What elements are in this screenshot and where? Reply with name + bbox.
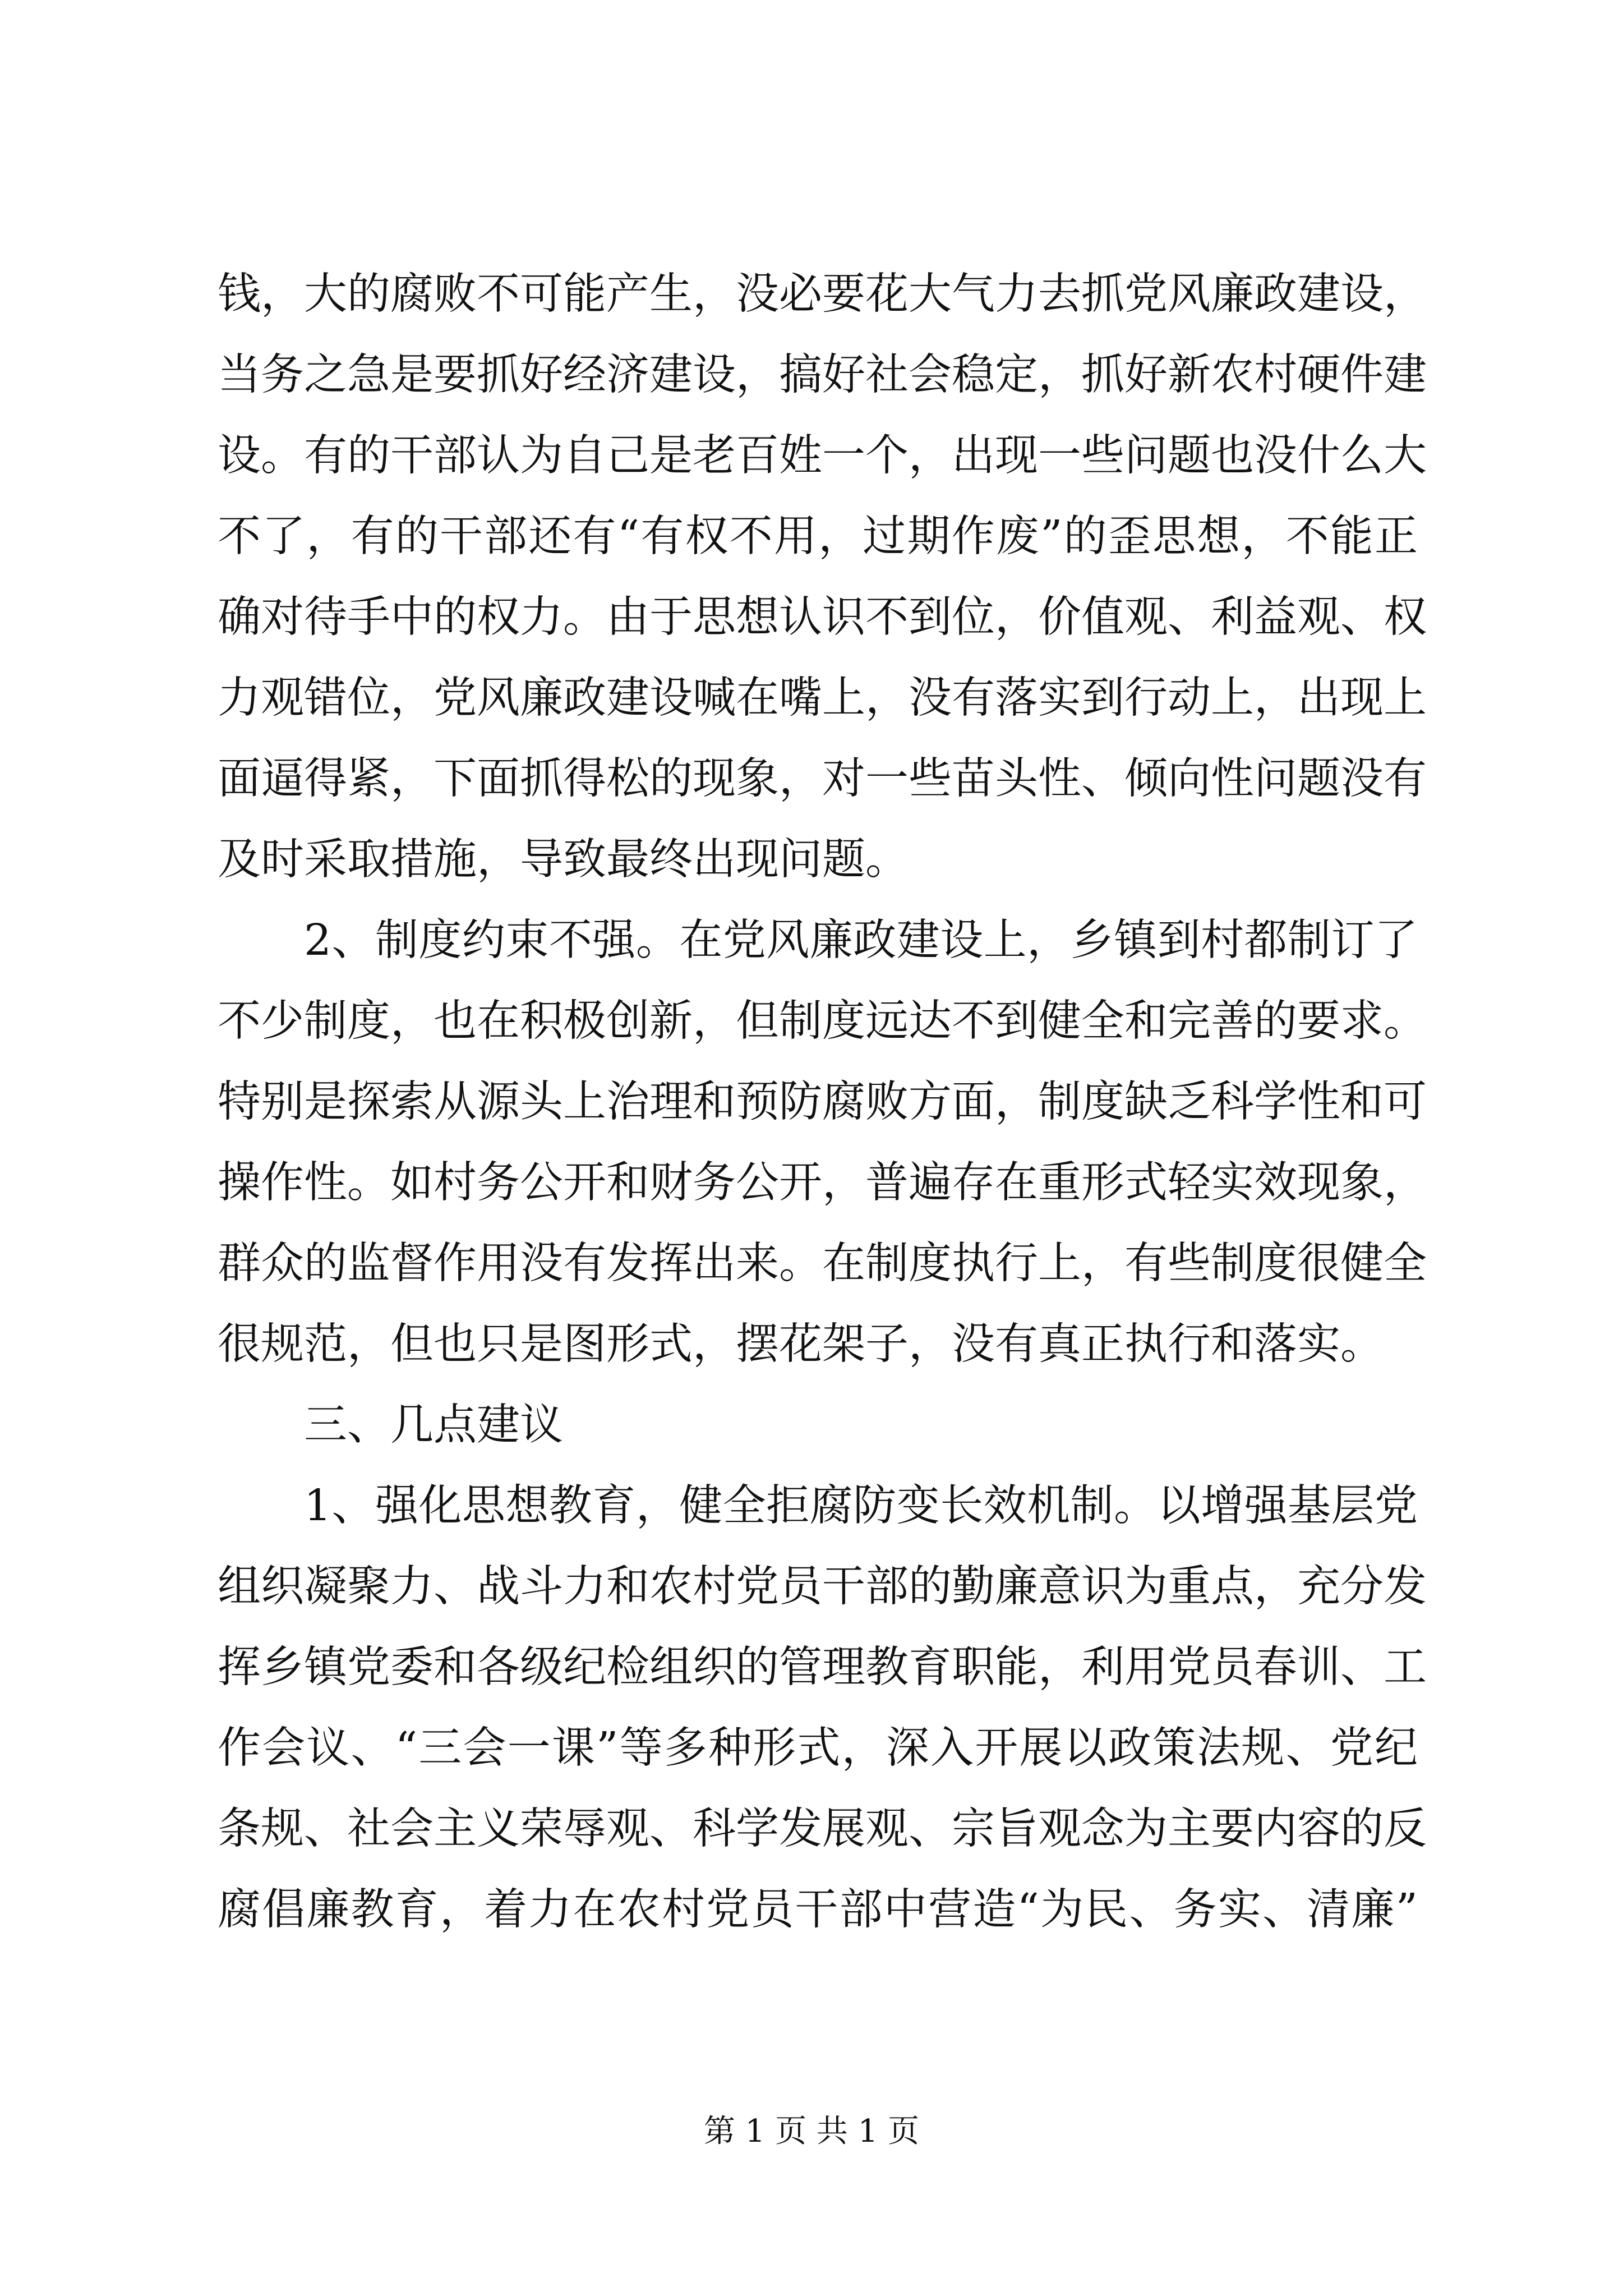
- text-line: 钱，大的腐败不可能产生，没必要花大气力去抓党风廉政建设，: [218, 269, 1427, 319]
- text-line: 操作性。如村务公开和财务公开，普遍存在重形式轻实效现象，: [218, 1158, 1427, 1208]
- text-line: 条规、社会主义荣辱观、科学发展观、宗旨观念为主要内容的反: [218, 1804, 1427, 1854]
- text-line: 作会议、“三会一课”等多种形式，深入开展以政策法规、党纪: [218, 1723, 1418, 1773]
- text-line: 不了，有的干部还有“有权不用，过期作废”的歪思想，不能正: [218, 512, 1418, 562]
- text-line: 2、制度约束不强。在党风廉政建设上，乡镇到村都制订了: [304, 915, 1418, 965]
- text-line: 1、强化思想教育，健全拒腐防变长效机制。以增强基层党: [304, 1481, 1418, 1531]
- text-line: 组织凝聚力、战斗力和农村党员干部的勤廉意识为重点，充分发: [218, 1562, 1427, 1612]
- text-line: 腐倡廉教育，着力在农村党员干部中营造“为民、务实、清廉”: [218, 1885, 1418, 1935]
- page-footer: 第 1 页 共 1 页: [703, 2113, 920, 2150]
- text-line: 特别是探索从源头上治理和预防腐败方面，制度缺乏科学性和可: [218, 1077, 1427, 1127]
- text-line: 不少制度，也在积极创新，但制度远达不到健全和完善的要求。: [218, 996, 1427, 1046]
- text-line: 挥乡镇党委和各级纪检组织的管理教育职能，利用党员春训、工: [218, 1642, 1427, 1692]
- text-line: 设。有的干部认为自己是老百姓一个，出现一些问题也没什么大: [218, 431, 1427, 481]
- text-line: 及时采取措施，导致最终出现问题。: [218, 835, 909, 885]
- text-line: 确对待手中的权力。由于思想认识不到位，价值观、利益观、权: [218, 592, 1427, 642]
- text-line: 很规范，但也只是图形式，摆花架子，没有真正执行和落实。: [218, 1319, 1384, 1369]
- section-heading: 三、几点建议: [304, 1400, 563, 1450]
- document-body: [218, 254, 1427, 1950]
- text-line: 当务之急是要抓好经济建设，搞好社会稳定，抓好新农村硬件建: [218, 350, 1427, 400]
- text-line: 面逼得紧，下面抓得松的现象，对一些苗头性、倾向性问题没有: [218, 754, 1427, 804]
- text-line: 群众的监督作用没有发挥出来。在制度执行上，有些制度很健全: [218, 1239, 1427, 1289]
- text-line: 力观错位，党风廉政建设喊在嘴上，没有落实到行动上，出现上: [218, 673, 1427, 723]
